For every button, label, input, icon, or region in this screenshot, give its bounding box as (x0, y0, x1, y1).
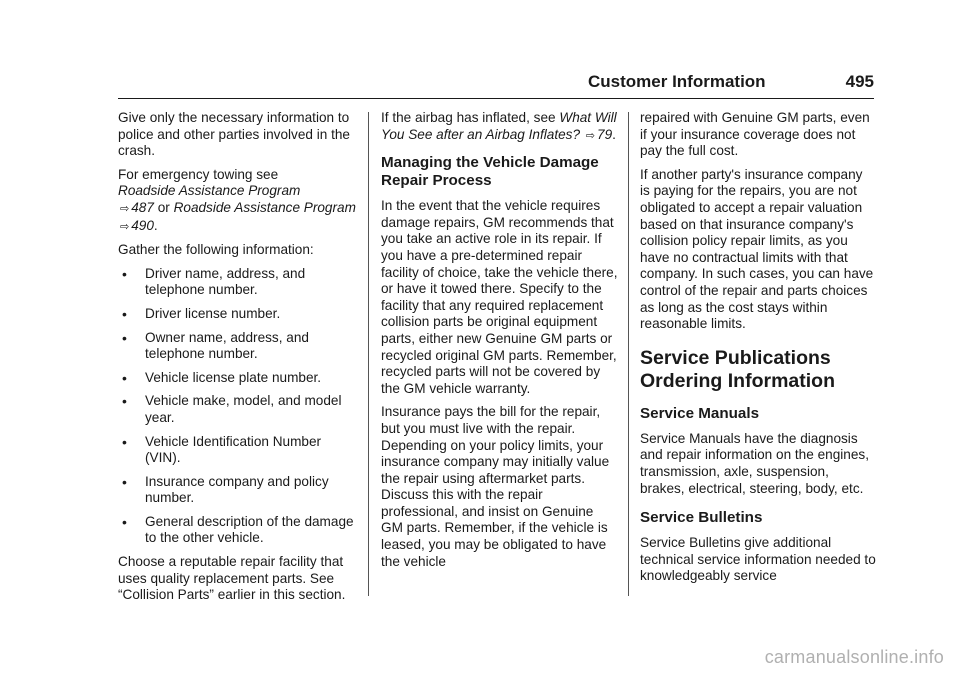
list-item: • Vehicle license plate number. (118, 370, 358, 387)
section-heading: Service Manuals (640, 404, 760, 422)
page-ref-icon: ⇨ (585, 129, 596, 142)
list-item: • Owner name, address, and telephone number. (118, 330, 358, 363)
text: . (612, 126, 616, 142)
column-divider-2 (628, 112, 629, 596)
column-1 (118, 110, 358, 611)
text: For emergency towing see (118, 166, 279, 182)
watermark: carmanualsonline.info (764, 647, 944, 667)
main-heading: Service Publications Ordering Information (640, 346, 835, 392)
paragraph: In the event that the vehicle requires damage repairs, GM recommends that you take an active role in its repair. If you have a pre-determined repair facility of choice, take the vehicle there, or have it towed there. Specify to the facility that any required replacement collision parts be original equipment parts, either new Genuine GM parts or recycled original GM parts. Remember, recycled parts will not be covered by the GM vehicle warranty. (381, 198, 618, 396)
column-2 (381, 110, 619, 577)
cross-reference-link[interactable]: What Will You See after an Airbag Inflates? (381, 110, 617, 142)
list-item: • Driver license number. (118, 306, 358, 323)
paragraph: If another party's insurance company is paying for the repairs, you are not obligated to accept a repair valuation based on that insurance company's collision policy repair limits, as you have no contractual limits with that company. In such cases, you can have control of the repair and parts choices as long as the cost stays within reasonable limits. (640, 166, 874, 332)
paragraph: Choose a reputable repair facility that uses quality replacement parts. See “Collision Parts” earlier in this section. (118, 554, 346, 603)
paragraph: Service Bulletins give additional technical service information needed to knowledgeably service (640, 535, 876, 584)
list-item: • Vehicle make, model, and model year. (118, 393, 358, 426)
page-ref[interactable]: 79 (597, 126, 613, 142)
paragraph-airbag (381, 110, 619, 144)
paragraph: Service Manuals have the diagnosis and repair information on the engines, transmission, axle, suspension, brakes, electrical, steering, body, etc. (640, 430, 869, 496)
section-heading: Managing the Vehicle Damage Repair Process (381, 154, 599, 190)
paragraph-towing (118, 167, 358, 235)
page-header (588, 72, 874, 94)
list-item: • Insurance company and policy number. (118, 474, 358, 507)
text: . (153, 217, 158, 233)
list-item: • Vehicle Identification Number (VIN). (118, 434, 358, 467)
page-ref-icon: ⇨ (120, 202, 130, 215)
page-ref[interactable]: 487 (131, 199, 154, 215)
text: If the airbag has inflated, see (381, 110, 556, 125)
page-ref[interactable]: 490 (131, 217, 154, 233)
cross-reference-link[interactable]: Roadside Assistance Program (173, 199, 356, 215)
page-number: 495 (845, 72, 874, 91)
paragraph: Give only the necessary information to police and other parties involved in the crash. (118, 110, 350, 159)
text: or (157, 199, 170, 215)
cross-reference-link[interactable]: Roadside Assistance Program (118, 183, 301, 199)
paragraph: Insurance pays the bill for the repair, but you must live with the repair. Depending on your policy limits, your insurance company may initially value the repair using aftermarket parts. Discuss this with the repair professional, and insist on Genuine GM parts. Remember, if the vehicle is leased, you may be obligated to have the vehicle (381, 404, 610, 569)
list-item: • Driver name, address, and telephone number. (118, 266, 358, 299)
column-3 (640, 110, 876, 592)
section-title: Customer Information (588, 72, 766, 91)
column-divider-1 (368, 112, 369, 596)
section-heading: Service Bulletins (640, 509, 763, 527)
header-rule (118, 98, 874, 99)
paragraph: repaired with Genuine GM parts, even if your insurance coverage does not pay the full cost. (640, 110, 870, 159)
list-item: • General description of the damage to the other vehicle. (118, 514, 358, 547)
page-ref-icon: ⇨ (120, 220, 130, 233)
paragraph: Gather the following information: (118, 242, 314, 258)
